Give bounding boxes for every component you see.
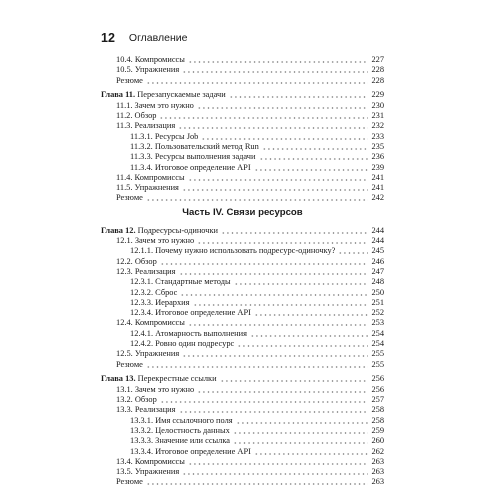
entry-title-text: 12.3.3. Иерархия (130, 297, 190, 307)
dot-leader (146, 199, 369, 201)
entry-title-text: 11.2. Обзор (116, 111, 157, 120)
toc-page-number: 244 (371, 236, 384, 245)
dot-leader (182, 71, 368, 73)
dot-leader (160, 263, 369, 265)
entry-title-text: Подресурсы-одиночки (137, 225, 219, 235)
entry-title-text: 12.4. Компромиссы (116, 318, 185, 328)
toc-entry-row (116, 359, 384, 370)
toc-entry-title (116, 359, 143, 370)
dot-leader (197, 242, 368, 244)
toc-page-number: 263 (371, 477, 384, 487)
dot-leader (180, 294, 368, 296)
toc-page-number: 258 (371, 405, 384, 415)
entry-title-text: 12.4.1. Атомарность выполнения (130, 328, 247, 338)
toc-entry-row (116, 192, 384, 203)
toc-page-number: 250 (371, 287, 384, 297)
toc-page-number: 241 (371, 172, 384, 182)
toc-page-number: 228 (371, 65, 384, 75)
entry-title-text: 11.3. Реализация (116, 121, 176, 131)
entry-title-text: 11.1. Зачем это нужно (116, 100, 194, 110)
entry-title-text: 12.3.4. Итоговое определение API (130, 308, 251, 318)
dot-leader (159, 117, 368, 119)
toc-page-number: 256 (371, 374, 384, 384)
dot-leader (237, 345, 368, 347)
toc-page-number: 262 (371, 446, 384, 456)
entry-title-text: 12.1.1. Почему нужно использовать подресурс-одиночку? (130, 246, 336, 256)
entry-title-text: Резюме (116, 477, 143, 487)
dot-leader (221, 232, 368, 234)
entry-title-text: 11.3.4. Итоговое определение API (130, 162, 251, 172)
entry-title-text: 11.4. Компромиссы (116, 172, 185, 182)
toc-page-number: 251 (371, 297, 384, 307)
toc-page-number: 245 (371, 246, 384, 256)
chapter-number: Глава 11. (101, 90, 136, 100)
toc-page-number: 255 (371, 349, 384, 359)
dot-leader (160, 401, 369, 403)
entry-title-text: 13.1. Зачем это нужно (116, 384, 195, 394)
toc-page-number: 254 (371, 339, 384, 348)
entry-title-text: 11.3.1. Ресурсы Job (130, 131, 199, 141)
entry-title-text: 13.2. Обзор (116, 395, 157, 404)
toc-entry-row (116, 75, 384, 86)
toc-page-number: 230 (371, 100, 384, 110)
toc-entry-title (116, 75, 143, 86)
dot-leader (254, 314, 369, 316)
dot-leader (179, 273, 369, 275)
dot-leader (178, 127, 368, 129)
toc-page-number: 232 (371, 121, 384, 131)
toc-entry-row (116, 476, 384, 487)
toc-page-number: 254 (371, 328, 384, 338)
dot-leader (236, 422, 369, 424)
toc-page-number: 246 (371, 256, 384, 266)
chapter-number: Глава 13. (101, 374, 136, 384)
dot-leader (254, 169, 369, 171)
toc-page-number: 259 (371, 425, 384, 435)
toc-page-number: 248 (371, 277, 384, 287)
toc-page-number: 252 (371, 308, 384, 318)
entry-title-text: Перекрестные ссылки (137, 374, 217, 384)
toc-page-number: 253 (371, 318, 384, 328)
toc-page-number: 239 (371, 162, 384, 172)
entry-title-text: 12.3. Реализация (116, 266, 176, 276)
entry-title-text: 12.2. Обзор (116, 256, 157, 266)
entry-title-text: 12.3.2. Сброс (130, 287, 178, 297)
dot-leader (338, 252, 368, 254)
chapter-number: Глава 12. (101, 225, 136, 235)
toc-page-number: 235 (371, 141, 384, 151)
dot-leader (234, 283, 369, 285)
toc-page-number: 236 (371, 152, 384, 162)
toc-page-number: 263 (371, 456, 384, 466)
toc-page-number: 244 (371, 225, 384, 235)
dot-leader (259, 158, 369, 160)
entry-title-text: 13.3. Реализация (116, 405, 176, 415)
entry-title-text: 13.3.1. Имя ссылочного поля (130, 415, 233, 425)
entry-title-text: 10.5. Упражнения (116, 65, 180, 75)
dot-leader (193, 304, 369, 306)
dot-leader (197, 107, 369, 109)
dot-leader (182, 473, 368, 475)
dot-leader (179, 411, 369, 413)
toc-entry-title (116, 192, 143, 203)
dot-leader (233, 432, 369, 434)
entry-title-text: 11.5. Упражнения (116, 183, 179, 193)
dot-leader (146, 483, 369, 485)
toc-page-number: 228 (371, 75, 384, 85)
toc-page-number: 255 (371, 359, 384, 369)
entry-title-text: 12.1. Зачем это нужно (116, 236, 195, 245)
entry-title-text: 12.4.2. Ровно один подресурс (130, 339, 235, 348)
dot-leader (188, 179, 369, 181)
entry-title-text: 10.4. Компромиссы (116, 55, 185, 64)
toc-page-number: 260 (371, 436, 384, 446)
toc-page-number: 233 (371, 131, 384, 141)
entry-title-text: 12.5. Упражнения (116, 349, 180, 359)
entry-title-text: 13.4. Компромиссы (116, 456, 185, 466)
toc-page-number: 242 (371, 193, 384, 203)
entry-title-text: 13.5. Упражнения (116, 467, 180, 477)
dot-leader (188, 324, 369, 326)
page-title: Оглавление (128, 32, 188, 44)
dot-leader (182, 189, 369, 191)
dot-leader (146, 82, 369, 84)
dot-leader (188, 463, 369, 465)
toc-page-number: 231 (371, 111, 384, 120)
entry-title-text: 13.3.3. Значение или ссылка (130, 436, 231, 446)
toc-page-number: 256 (371, 384, 384, 394)
entry-title-text: Резюме (116, 359, 143, 369)
dot-leader (197, 391, 368, 393)
dot-leader (220, 380, 369, 382)
dot-leader (233, 442, 368, 444)
dot-leader (262, 148, 369, 150)
toc-page-number: 227 (371, 55, 384, 64)
dot-leader (250, 335, 368, 337)
entry-title-text: Резюме (116, 193, 143, 203)
dot-leader (254, 453, 369, 455)
dot-leader (201, 138, 368, 140)
part-heading: Часть IV. Связи ресурсов (182, 206, 303, 218)
entry-title-text: 11.3.2. Пользовательский метод Run (130, 141, 259, 151)
toc-page-number: 258 (371, 415, 384, 425)
toc-page-number: 263 (371, 467, 384, 477)
dot-leader (229, 96, 369, 98)
entry-title-text: Перезапускаемые задачи (137, 90, 226, 100)
toc-page-number: 257 (371, 395, 384, 404)
toc-page-number: 241 (371, 183, 384, 193)
entry-title-text: Резюме (116, 75, 143, 85)
page-header (101, 31, 187, 45)
toc-page-number: 247 (371, 266, 384, 276)
entry-title-text: 12.3.1. Стандартные методы (130, 277, 231, 287)
entry-title-text: 13.3.2. Целостность данных (130, 425, 230, 435)
toc-page-number: 229 (371, 90, 384, 100)
page-number: 12 (101, 31, 115, 45)
toc-entry-title (116, 476, 143, 487)
entry-title-text: 11.3.3. Ресурсы выполнения задачи (130, 152, 256, 162)
entry-title-text: 13.3.4. Итоговое определение API (130, 446, 251, 456)
dot-leader (146, 366, 369, 368)
dot-leader (182, 355, 368, 357)
dot-leader (188, 61, 369, 63)
